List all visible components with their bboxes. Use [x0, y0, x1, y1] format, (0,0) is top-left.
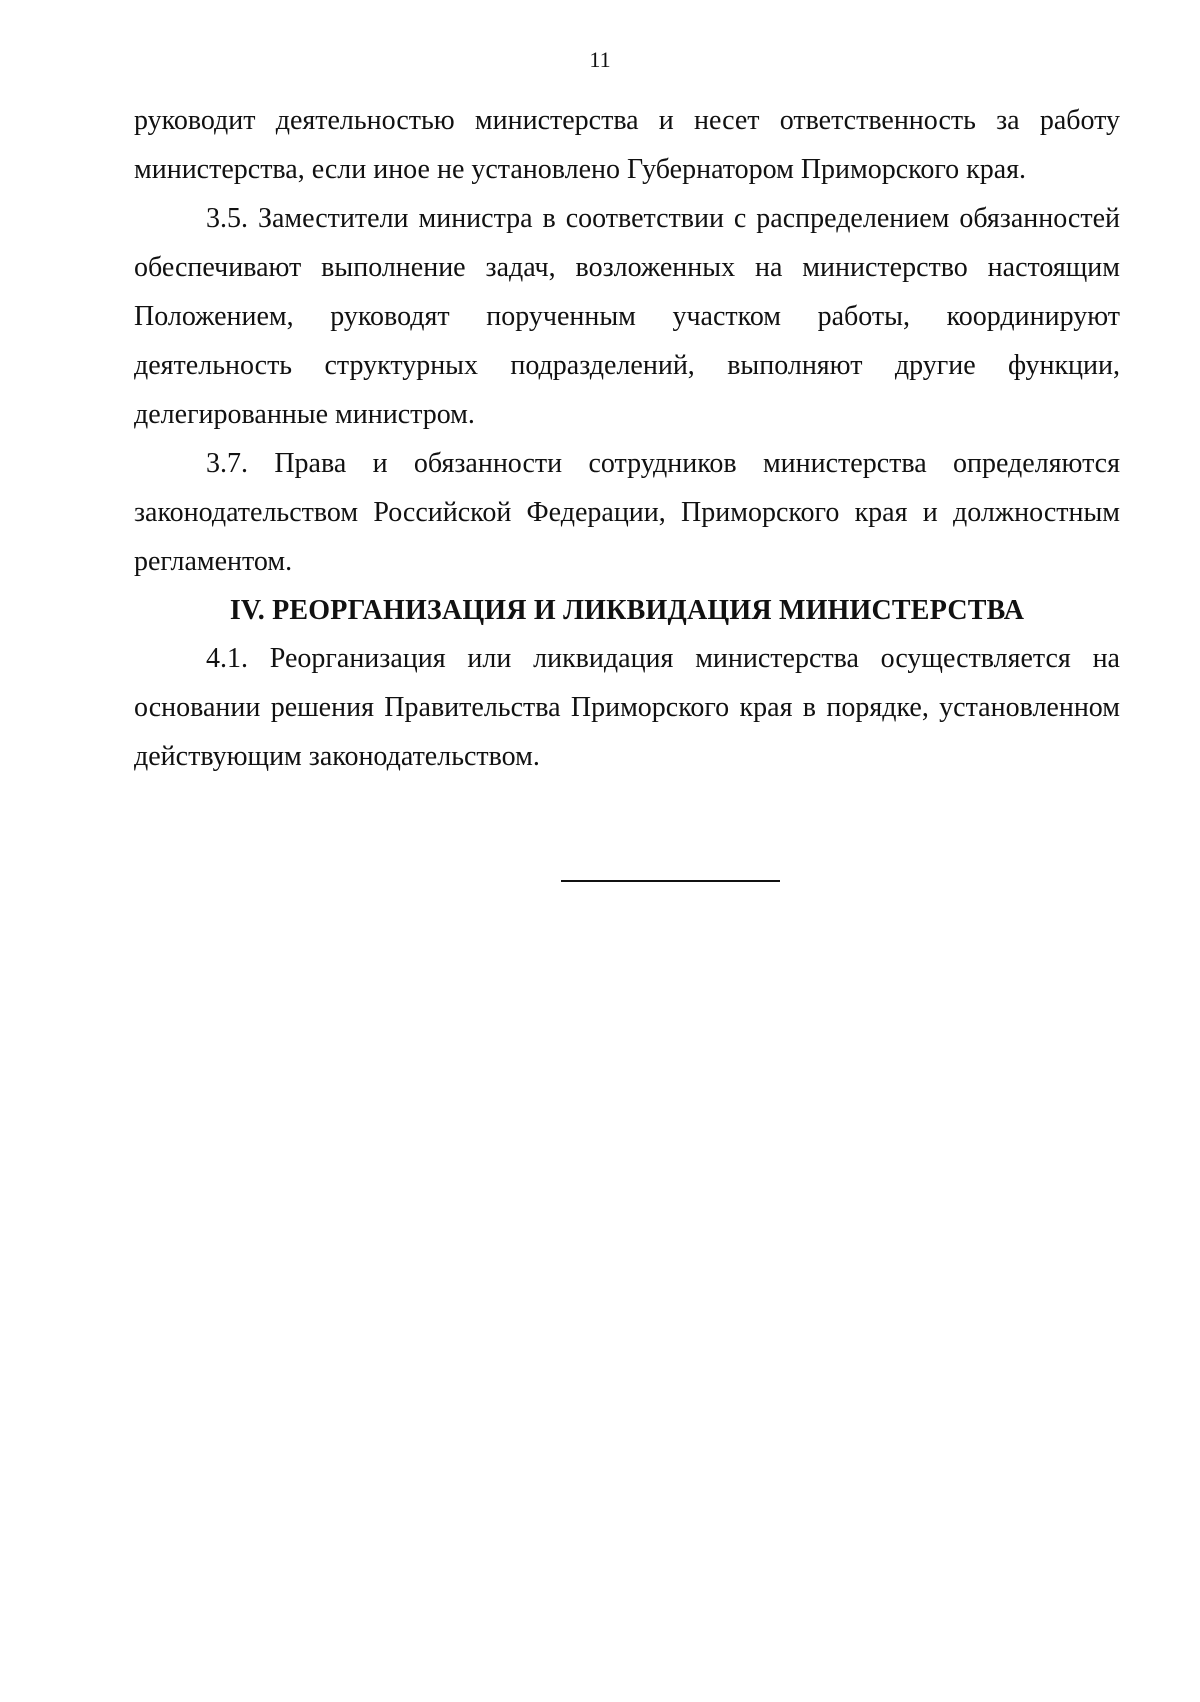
page-number: 11	[589, 47, 611, 72]
section-heading-iv: IV. РЕОРГАНИЗАЦИЯ И ЛИКВИДАЦИЯ МИНИСТЕРСТВА	[229, 595, 1025, 626]
paragraph-3-7: 3.7. Права и обязанности сотрудников министерства определяются законодательством Российской Федерации, Приморского края и должностным регламентом.	[134, 448, 1120, 577]
document-body	[134, 96, 1120, 781]
end-of-document-rule	[561, 880, 780, 882]
paragraph-3-5: 3.5. Заместители министра в соответствии с распределением обязанностей обеспечивают выполнение задач, возложенных на министерство настоящим Положением, руководят порученным участком работы, координируют деятельность структурных подразделений, выполняют другие функции, делегированные министром.	[134, 203, 1120, 430]
paragraph-continuation: руководит деятельностью министерства и несет ответственность за работу министерства, если иное не установлено Губернатором Приморского края.	[134, 105, 1120, 185]
paragraph-4-1: 4.1. Реорганизация или ликвидация министерства осуществляется на основании решения Правительства Приморского края в порядке, установленном действующим законодательством.	[134, 643, 1120, 772]
